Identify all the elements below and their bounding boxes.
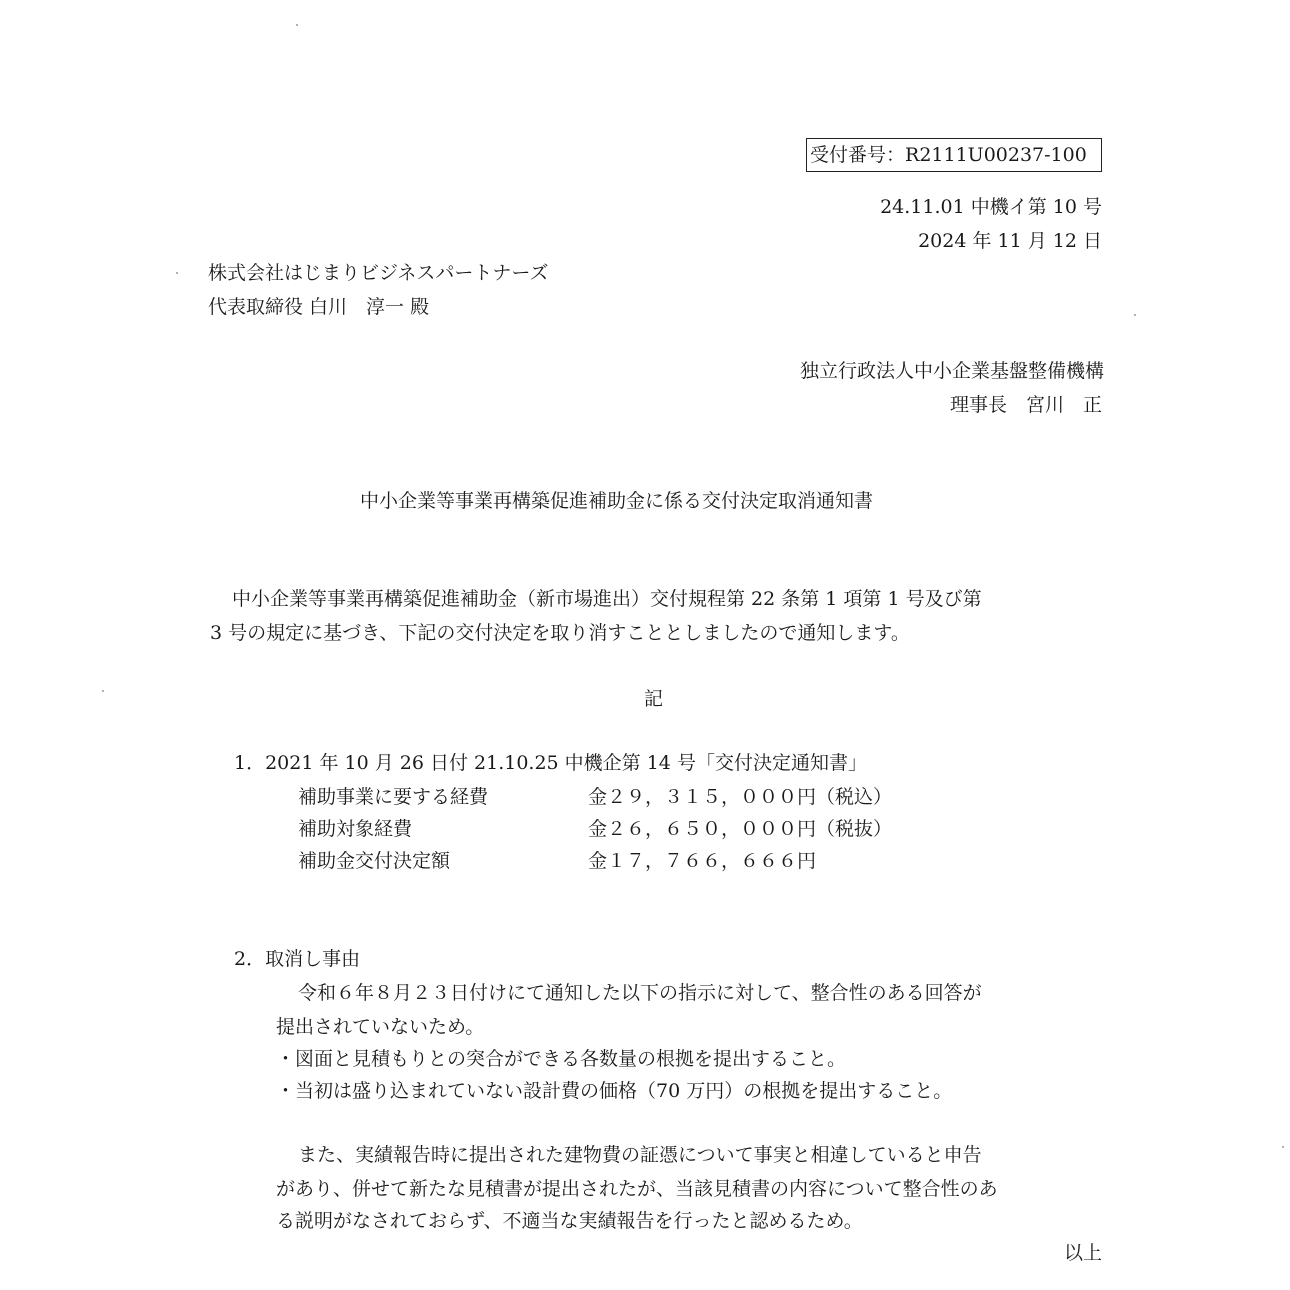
amount-label: 補助事業に要する経費 xyxy=(298,786,489,808)
reason-para2-line2: があり、併せて新たな見積書が提出されたが、当該見積書の内容について整合性のあ xyxy=(276,1178,998,1200)
scan-speck xyxy=(102,690,104,692)
reason-para2-line3: る説明がなされておらず、不適当な実績報告を行ったと認めるため。 xyxy=(276,1210,863,1232)
document-title: 中小企業等事業再構築促進補助金に係る交付決定取消通知書 xyxy=(360,490,874,512)
document-number: 24.11.01 中機イ第 10 号 xyxy=(880,196,1102,218)
ki-heading: 記 xyxy=(644,688,664,710)
receipt-label: 受付番号： xyxy=(810,144,906,166)
recipient-representative: 代表取締役 白川 淳一 殿 xyxy=(208,296,430,318)
amount-label: 補助金交付決定額 xyxy=(298,850,451,872)
reason-bullet-2: ・当初は盛り込まれていない設計費の価格（70 万円）の根拠を提出すること。 xyxy=(276,1080,953,1102)
reason-para2-line1: また、実績報告時に提出された建物費の証憑について事実と相違していると申告 xyxy=(298,1144,982,1166)
sender-organization: 独立行政法人中小企業基盤整備機構 xyxy=(799,360,1104,382)
closing-mark: 以上 xyxy=(1063,1242,1102,1264)
amount-value: 金２６，６５０，０００円（税抜） xyxy=(588,818,893,840)
amount-value: 金２９，３１５，０００円（税込） xyxy=(588,786,893,808)
scan-speck xyxy=(1134,314,1136,316)
intro-line-1: 中小企業等事業再構築促進補助金（新市場進出）交付規程第 22 条第 1 項第 1 号及び第 xyxy=(232,588,982,610)
reason-para1-line2: 提出されていないため。 xyxy=(276,1016,485,1038)
amount-value: 金１７，７６６，６６６円 xyxy=(588,850,817,872)
receipt-number-box xyxy=(806,138,1102,172)
section2-heading: 2．取消し事由 xyxy=(234,948,361,970)
scan-speck xyxy=(296,24,298,26)
amount-label: 補助対象経費 xyxy=(298,818,413,840)
reason-bullet-1: ・図面と見積もりとの突合ができる各数量の根拠を提出すること。 xyxy=(276,1048,847,1070)
amount-row xyxy=(298,846,958,874)
recipient-company: 株式会社はじまりビジネスパートナーズ xyxy=(208,262,549,284)
receipt-number: R2111U00237-100 xyxy=(905,144,1087,166)
amount-row xyxy=(298,782,958,810)
sender-title-name: 理事長 宮川 正 xyxy=(949,394,1102,416)
section1-heading: 1．2021 年 10 月 26 日付 21.10.25 中機企第 14 号「交付決定通知書」 xyxy=(234,752,867,774)
scan-speck xyxy=(1282,1146,1284,1148)
amount-row xyxy=(298,814,958,842)
intro-line-2: 3 号の規定に基づき、下記の交付決定を取り消すこととしましたので通知します。 xyxy=(210,622,910,644)
document-date: 2024 年 11 月 12 日 xyxy=(918,230,1102,252)
scan-speck xyxy=(176,272,178,274)
reason-para1-line1: 令和６年８月２３日付けにて通知した以下の指示に対して、整合性のある回答が xyxy=(298,982,982,1004)
